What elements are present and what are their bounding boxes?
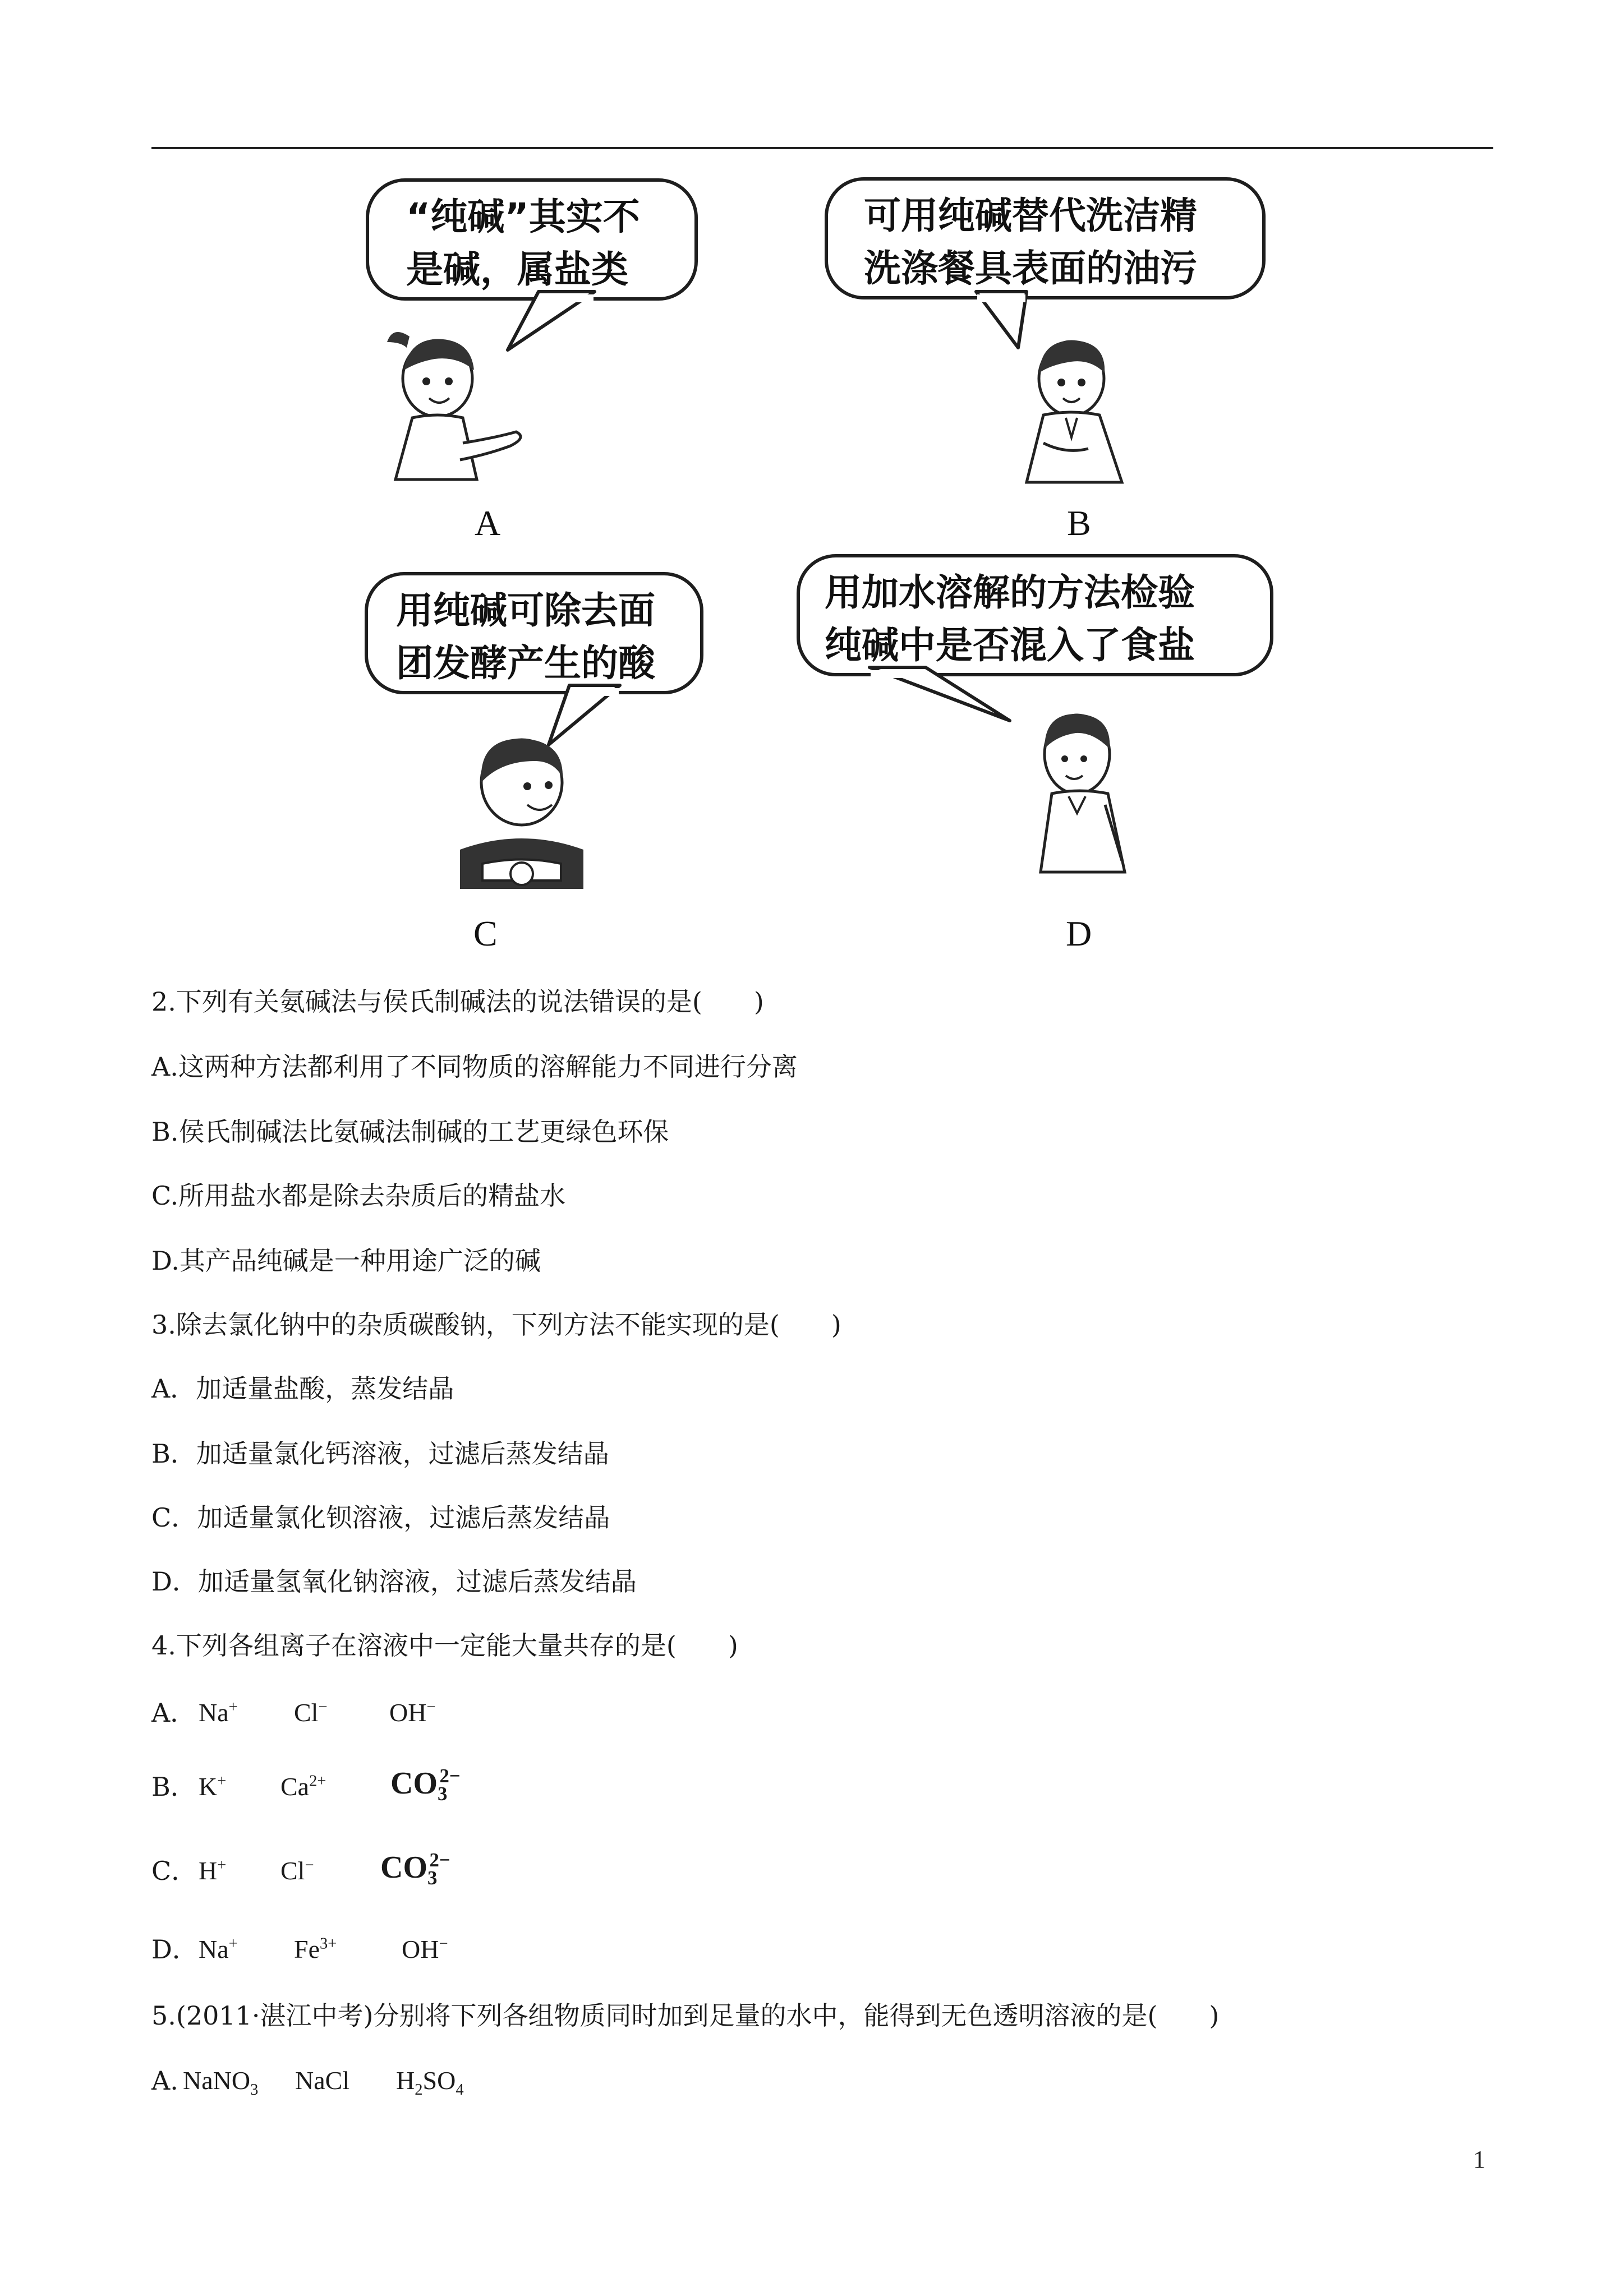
bubble-d-line-2: 纯碱中是否混入了食盐 xyxy=(825,624,1195,667)
question-5-stem: 5.(2011·湛江中考)分别将下列各组物质同时加到足量的水中，能得到无色透明溶液的是( ) xyxy=(151,2000,1220,2031)
bubble-b-line-2: 洗涤餐具表面的油污 xyxy=(864,247,1197,290)
question-4-option-a xyxy=(151,1696,436,1730)
question-3-option-c: C．加适量氯化钡溶液，过滤后蒸发结晶 xyxy=(151,1502,610,1533)
ion-hydroxide: OH− xyxy=(389,1698,436,1727)
ion-carbonate: $CO_3^{2-}$ xyxy=(380,1849,450,1889)
ion-hydroxide: OH− xyxy=(402,1935,448,1963)
panel-label-b: B xyxy=(1067,503,1091,543)
question-2-option-c: C.所用盐水都是除去杂质后的精盐水 xyxy=(151,1181,566,1211)
bubble-a-line-1: “纯碱”其实不 xyxy=(406,195,640,238)
question-3-stem: 3.除去氯化钠中的杂质碳酸钠，下列方法不能实现的是( ) xyxy=(151,1310,841,1340)
bubble-c-line-1: 用纯碱可除去面 xyxy=(396,589,655,632)
ion-sodium: Na+ xyxy=(199,1935,238,1963)
ion-potassium: K+ xyxy=(199,1772,227,1801)
option-prefix: C． xyxy=(151,1856,197,1886)
option-prefix: A. xyxy=(151,2066,178,2096)
speech-tail-d xyxy=(0,0,1624,1009)
question-3-option-d: D．加适量氢氧化钠溶液，过滤后蒸发结晶 xyxy=(151,1566,637,1597)
bubble-b-line-1: 可用纯碱替代洗洁精 xyxy=(864,194,1197,237)
ion-iron: $Fe^{3+}$ xyxy=(294,1935,337,1963)
question-2-option-a: A.这两种方法都利用了不同物质的溶解能力不同进行分离 xyxy=(151,1052,798,1082)
compound-sodium-chloride: NaCl xyxy=(295,2066,350,2095)
question-2-stem: 2.下列有关氨碱法与侯氏制碱法的说法错误的是( ) xyxy=(151,986,764,1017)
ion-chloride: Cl− xyxy=(294,1698,328,1727)
ion-carbonate: $CO_3^{2-}$ xyxy=(390,1765,461,1805)
bubble-d-line-1: 用加水溶解的方法检验 xyxy=(825,571,1195,614)
question-4-stem: 4.下列各组离子在溶液中一定能大量共存的是( ) xyxy=(151,1630,738,1661)
bubble-a-line-2: 是碱，属盐类 xyxy=(406,248,628,291)
panel-label-c: C xyxy=(473,914,498,953)
ion-sodium: Na+ xyxy=(199,1698,238,1727)
page-number: 1 xyxy=(1473,2146,1485,2173)
boy-figure-d-icon xyxy=(1021,704,1150,878)
option-prefix: B． xyxy=(151,1772,196,1802)
question-4-option-c xyxy=(151,1849,450,1889)
question-3-option-b: B．加适量氯化钙溶液，过滤后蒸发结晶 xyxy=(151,1439,609,1469)
compound-sulfuric-acid: $H_2SO_4$ xyxy=(396,2066,464,2099)
panel-label-a: A xyxy=(475,503,501,543)
ion-calcium: $Ca^{2+}$ xyxy=(280,1772,326,1801)
question-4-option-d xyxy=(151,1933,448,1966)
question-3-option-a: A．加适量盐酸，蒸发结晶 xyxy=(151,1373,454,1404)
question-5-option-a xyxy=(151,2064,464,2099)
question-2-option-d: D.其产品纯碱是一种用途广泛的碱 xyxy=(151,1246,541,1276)
question-4-option-b xyxy=(151,1765,461,1805)
compound-sodium-nitrate: NaNO$_3$ xyxy=(183,2066,259,2099)
ion-hydrogen: H+ xyxy=(199,1856,227,1885)
option-prefix: D． xyxy=(151,1934,198,1965)
question-2-option-b: B.侯氏制碱法比氨碱法制碱的工艺更绿色环保 xyxy=(151,1117,669,1147)
option-prefix: A． xyxy=(151,1698,196,1728)
bubble-c-line-2: 团发酵产生的酸 xyxy=(396,642,655,685)
panel-label-d: D xyxy=(1066,914,1092,953)
ion-chloride: Cl− xyxy=(280,1856,314,1885)
